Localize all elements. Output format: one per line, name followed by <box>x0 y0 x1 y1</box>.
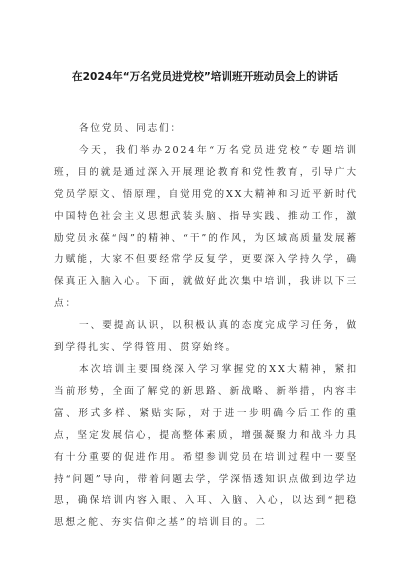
paragraph-point-one: 一、要提高认识，以积极认真的态度完成学习任务，做到学得扎实、学得管用、贯穿始终。 <box>54 320 358 354</box>
salutation: 各位党员、同志们： <box>78 123 182 134</box>
document-title: 在2024年“万名党员进党校”培训班开班动员会上的讲话 <box>72 71 338 83</box>
paragraph-training-content: 本次培训主要围绕深入学习掌握党的XX大精神，紧扣当前形势，全面了解党的新思路、新战略、新举措，内容丰富、形式多样、紧贴实际，对于进一步明确今后工作的重点，坚定发展信心，提高整体素质，增强凝聚力和战斗力具有十分重要的促进作用。希望参训党员在培训过程中一要坚持“问题”导向，带着问题去学，学深悟透知识点做到边学边思，确保培训内容入眼、入耳、入脑、入心，以达到“把稳思想之舵、夯实信仰之基”的培训目的。二 <box>54 363 358 529</box>
document-body <box>54 118 358 534</box>
paragraph-opening: 今天，我们举办2024年“万名党员进党校”专题培训班，目的就是通过深入开展理论教育和党性教育，引导广大党员学原文、悟原理，自觉用党的XX大精神和习近平新时代中国特色社会主义思想武装头脑、指导实践、推动工作，激励党员永葆“闯”的精神、“干”的作风，为区域高质量发展蓄力赋能，大家不但要经常学反复学，更要深入学持久学，确保真正入脑入心。下面，就做好此次集中培训，我讲以下三点： <box>54 144 358 310</box>
